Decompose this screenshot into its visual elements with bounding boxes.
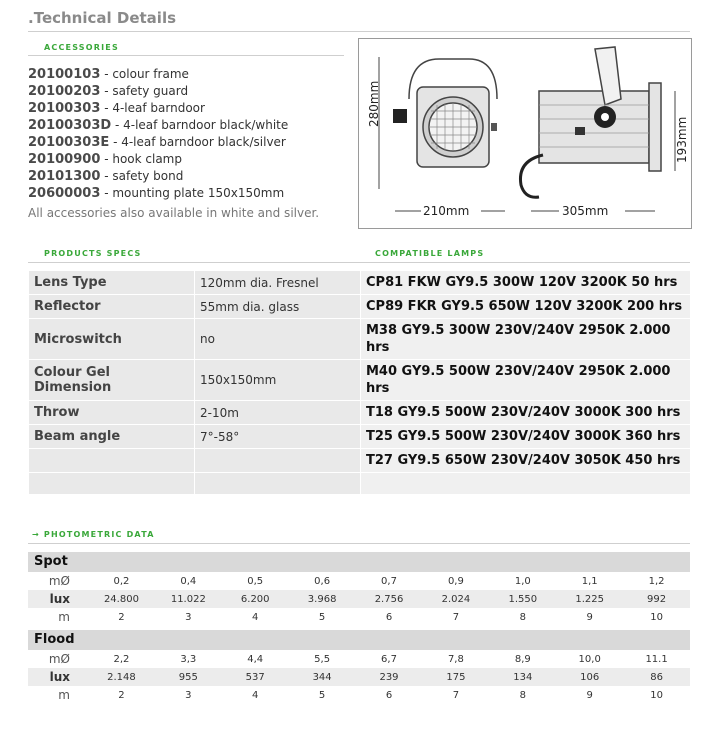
table-row: [29, 319, 691, 360]
accessories-note: All accessories also available in white and silver.: [28, 206, 320, 220]
flood-distance-row: [28, 686, 690, 704]
spot-lux-cell: 2.024: [441, 593, 471, 605]
spot-lux-row: [28, 590, 690, 608]
distance-label: m: [58, 688, 70, 702]
spot-diameter-row: [28, 572, 690, 590]
flood-lux-cell: 134: [513, 671, 533, 683]
lamp-item: T25 GY9.5 500W 230V/240V 3000K 360 hrs: [361, 425, 691, 449]
spot-distance-cell: 9: [586, 611, 593, 623]
flood-distance-cell: 9: [586, 689, 593, 701]
accessories-list: [28, 66, 319, 220]
flood-diameter-cell: 11.1: [645, 653, 668, 665]
spot-lux-cell: 3.968: [307, 593, 337, 605]
diameter-label: mØ: [48, 574, 70, 588]
spot-diameter-cell: 0,7: [381, 575, 397, 587]
lamp-empty: [361, 473, 691, 495]
spot-distance-cell: 10: [650, 611, 663, 623]
spec-label: Beam angle: [29, 425, 195, 449]
spot-lux-cell: 1.550: [508, 593, 538, 605]
spot-diameter-cell: 1,2: [648, 575, 665, 587]
distance-label: m: [58, 610, 70, 624]
flood-diameter-cell: 2,2: [113, 653, 130, 665]
spec-label: Lens Type: [29, 271, 195, 295]
spot-lux-cell: 11.022: [170, 593, 206, 605]
lamp-item: CP81 FKW GY9.5 300W 120V 3200K 50 hrs: [361, 271, 691, 295]
flood-diameter-cell: 10,0: [578, 653, 601, 665]
lux-label: lux: [49, 670, 70, 684]
spot-lux-cell: 6.200: [240, 593, 270, 605]
accessory-item: 20101300 - safety bond: [28, 169, 184, 184]
table-row: [29, 449, 691, 473]
height-right-label: 193mm: [675, 116, 689, 163]
accessory-item: 20100303E - 4-leaf barndoor black/silver: [28, 135, 286, 150]
spot-lux-cell: 992: [647, 593, 667, 605]
spec-value: no: [195, 319, 361, 360]
table-row: [29, 295, 691, 319]
lamp-item: M40 GY9.5 500W 230V/240V 2950K 2.000 hrs: [361, 360, 691, 401]
photometric-divider: [28, 543, 690, 544]
diameter-label: mØ: [48, 652, 70, 666]
flood-distance-cell: 3: [185, 689, 192, 701]
spot-lux-cell: 2.756: [374, 593, 404, 605]
accessory-item: 20100103 - colour frame: [28, 67, 189, 82]
table-row: [29, 425, 691, 449]
table-row: [29, 271, 691, 295]
flood-table: [28, 630, 690, 704]
length-side-label: 305mm: [562, 204, 609, 218]
flood-lux-cell: 537: [245, 671, 265, 683]
spot-diameter-cell: 0,6: [314, 575, 331, 587]
accessory-item: 20600003 - mounting plate 150x150mm: [28, 186, 285, 201]
title-divider: [28, 31, 690, 32]
flood-distance-cell: 10: [650, 689, 663, 701]
specs-divider: [28, 262, 690, 263]
spec-empty: [195, 473, 361, 495]
specs-table: [28, 270, 691, 495]
spot-distance-cell: 2: [118, 611, 125, 623]
spec-empty: [29, 449, 195, 473]
lamp-item: CP89 FKR GY9.5 650W 120V 3200K 200 hrs: [361, 295, 691, 319]
flood-diameter-cell: 8,9: [514, 653, 531, 665]
flood-lux-cell: 344: [312, 671, 332, 683]
spot-distance-cell: 4: [252, 611, 259, 623]
spec-label: Reflector: [29, 295, 195, 319]
spot-table: [28, 552, 690, 626]
flood-lux-cell: 239: [379, 671, 399, 683]
spec-label: Throw: [29, 401, 195, 425]
accessories-divider: [28, 55, 344, 56]
table-row: [29, 473, 691, 495]
spot-distance-cell: 7: [452, 611, 460, 623]
spot-distance-row: [28, 608, 690, 626]
lamp-item: T27 GY9.5 650W 230V/240V 3050K 450 hrs: [361, 449, 691, 473]
dimension-drawing: [358, 38, 692, 229]
spot-diameter-cell: 1,0: [514, 575, 531, 587]
accessory-item: 20100303D - 4-leaf barndoor black/white: [28, 118, 289, 133]
height-left-label: 280mm: [367, 80, 381, 127]
flood-diameter-cell: 4,4: [247, 653, 264, 665]
spot-distance-cell: 5: [318, 611, 326, 623]
lamp-item: T18 GY9.5 500W 230V/240V 3000K 300 hrs: [361, 401, 691, 425]
accessories-heading: ACCESSORIES: [44, 43, 119, 52]
spec-empty: [195, 449, 361, 473]
spot-lux-cell: 1.225: [575, 593, 604, 605]
flood-lux-cell: 175: [446, 671, 466, 683]
width-front-label: 210mm: [423, 204, 470, 218]
flood-distance-cell: 5: [318, 689, 326, 701]
spot-diameter-cell: 0,9: [447, 575, 464, 587]
product-specs-heading: PRODUCTS SPECS: [44, 249, 142, 258]
flood-lux-cell: 955: [178, 671, 198, 683]
compatible-lamps-heading: COMPATIBLE LAMPS: [375, 249, 485, 258]
spot-distance-cell: 8: [519, 611, 526, 623]
accessory-item: 20100203 - safety guard: [28, 84, 189, 99]
spot-title: Spot: [28, 552, 690, 572]
flood-distance-cell: 2: [118, 689, 125, 701]
spot-lux-cell: 24.800: [103, 593, 139, 605]
photometric-heading: → PHOTOMETRIC DATA: [32, 530, 155, 539]
spot-diameter-cell: 0,2: [113, 575, 130, 587]
flood-diameter-cell: 6,7: [381, 653, 397, 665]
page-title: .Technical Details: [28, 9, 177, 27]
flood-lux-cell: 2.148: [107, 671, 136, 683]
spec-value: 150x150mm: [195, 360, 361, 401]
table-row: [29, 401, 691, 425]
fixture-drawing-svg: [359, 39, 691, 228]
flood-distance-cell: 6: [385, 689, 393, 701]
flood-diameter-cell: 3,3: [180, 653, 197, 665]
spot-diameter-cell: 0,4: [180, 575, 197, 587]
flood-diameter-cell: 7,8: [447, 653, 464, 665]
flood-diameter-cell: 5,5: [314, 653, 331, 665]
flood-title: Flood: [28, 630, 690, 650]
accessory-item: 20100900 - hook clamp: [28, 152, 182, 167]
spec-value: 2-10m: [195, 401, 361, 425]
spec-value: 55mm dia. glass: [195, 295, 361, 319]
flood-distance-cell: 8: [519, 689, 526, 701]
lamp-item: M38 GY9.5 300W 230V/240V 2950K 2.000 hrs: [361, 319, 691, 360]
flood-distance-cell: 4: [252, 689, 259, 701]
spec-label: Colour Gel Dimension: [29, 360, 195, 401]
flood-lux-cell: 106: [580, 671, 600, 683]
spec-value: 7°-58°: [195, 425, 361, 449]
lux-label: lux: [49, 592, 70, 606]
accessory-item: 20100303 - 4-leaf barndoor: [28, 101, 205, 116]
table-row: [29, 360, 691, 401]
flood-lux-cell: 86: [650, 671, 663, 683]
flood-lux-row: [28, 668, 690, 686]
spot-diameter-cell: 0,5: [247, 575, 264, 587]
spec-value: 120mm dia. Fresnel: [195, 271, 361, 295]
spot-distance-cell: 3: [185, 611, 192, 623]
spot-diameter-cell: 1,1: [581, 575, 598, 587]
spot-distance-cell: 6: [385, 611, 393, 623]
flood-diameter-row: [28, 650, 690, 668]
spec-label: Microswitch: [29, 319, 195, 360]
flood-distance-cell: 7: [452, 689, 460, 701]
spec-empty: [29, 473, 195, 495]
